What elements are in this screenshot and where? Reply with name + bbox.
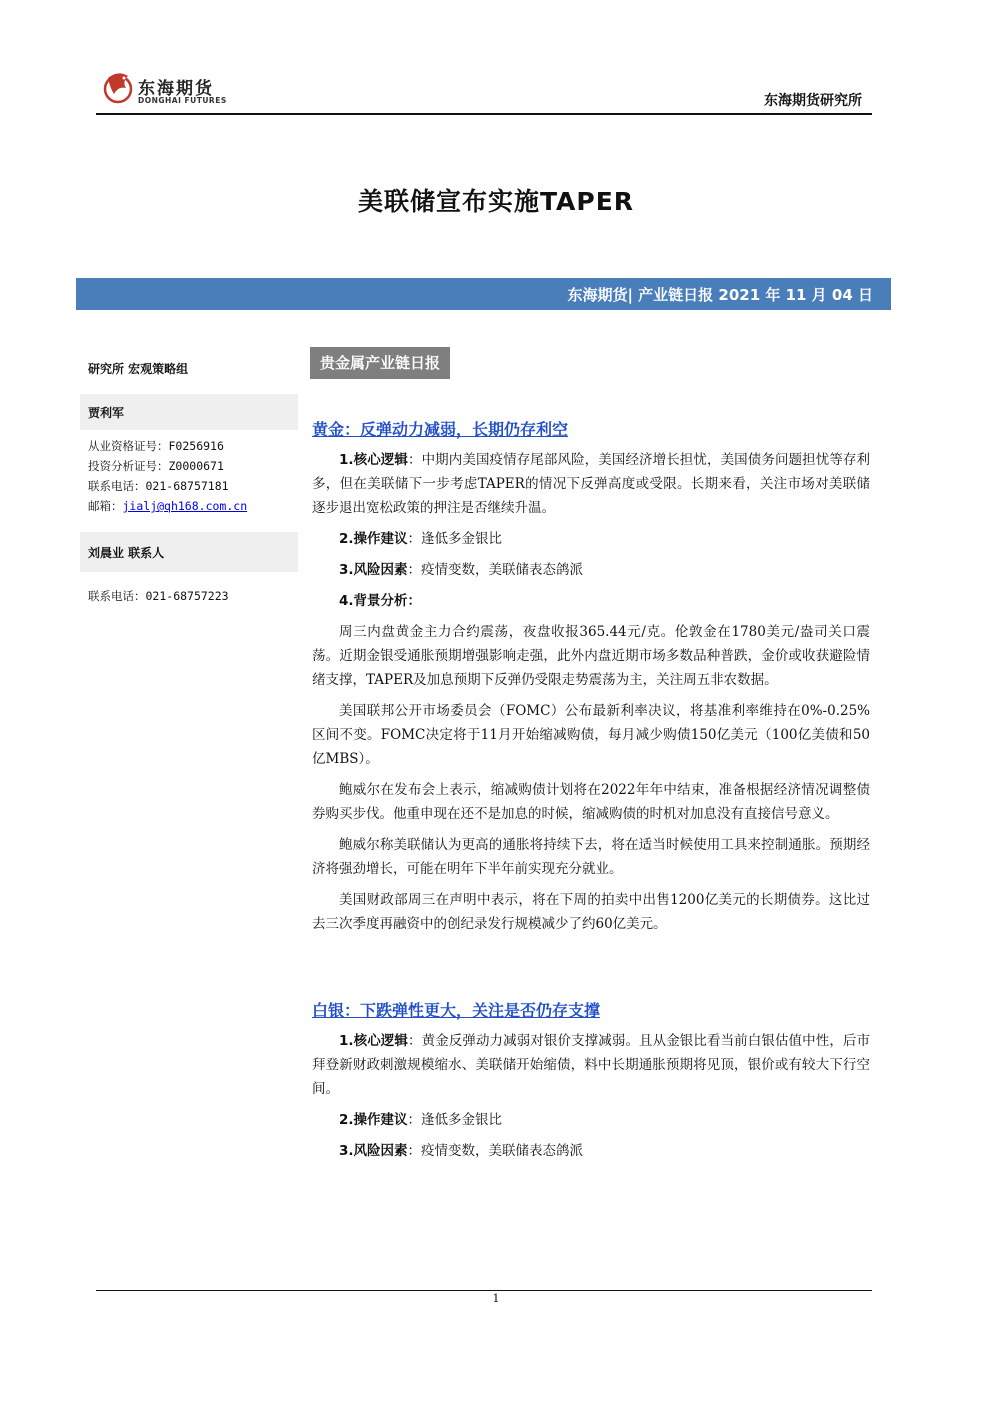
banner-text: 东海期货| 产业链日报 2021 年 11 月 04 日 <box>567 286 873 304</box>
page-header <box>96 62 872 114</box>
institute-name: 东海期货研究所 <box>764 93 862 109</box>
dragon-logo-icon <box>100 68 136 106</box>
analyst1-phone: 联系电话：021-68757181 <box>88 479 229 493</box>
silver-logic-label: 1.核心逻辑 <box>339 1033 408 1049</box>
gold-risk-label: 3.风险因素 <box>339 562 408 578</box>
logo-english-text: DONGHAI FUTURES <box>138 96 227 105</box>
analyst1-investment-cert: 投资分析证号：Z0000671 <box>88 459 224 473</box>
gold-advice <box>312 527 870 551</box>
silver-section-title[interactable]: 白银：下跌弹性更大，关注是否仍存支撑 <box>312 1001 601 1020</box>
gold-risk-text: ：疫情变数，美联储表态鸽派 <box>407 562 584 578</box>
analyst1-email-link[interactable]: jialj@qh168.com.cn <box>122 499 248 513</box>
analyst1-email-row <box>80 496 298 516</box>
research-group-label: 研究所 宏观策略组 <box>88 362 189 376</box>
gold-background-heading <box>312 589 870 613</box>
silver-risk <box>312 1139 870 1163</box>
footer-divider <box>96 1290 872 1291</box>
analyst2-header <box>80 532 298 572</box>
gold-section-title[interactable]: 黄金：反弹动力减弱，长期仍存利空 <box>312 420 569 439</box>
author-sidebar <box>80 352 298 606</box>
research-group <box>80 352 298 384</box>
analyst2-details <box>80 572 298 606</box>
gold-logic <box>312 448 870 520</box>
gold-logic-label: 1.核心逻辑 <box>339 452 408 468</box>
silver-risk-text: ：疫情变数，美联储表态鸽派 <box>407 1143 584 1159</box>
gold-advice-label: 2.操作建议 <box>339 531 408 547</box>
gold-paragraph: 鲍威尔在发布会上表示，缩减购债计划将在2022年年中结束，准备根据经济情况调整债券购买步伐。他重申现在还不是加息的时候，缩减购债的时机对加息没有直接信号意义。 <box>312 782 870 822</box>
gold-paragraph: 周三内盘黄金主力合约震荡，夜盘收报365.44元/克。伦敦金在1780美元/盎司关口震荡。近期金银受通胀预期增强影响走强，此外内盘近期市场多数品种普跌，金价或收获避险情绪支撑，TAPER及加息预期下反弹仍受限走势震荡为主，关注周五非农数据。 <box>312 624 870 688</box>
analyst2-phone: 联系电话：021-68757223 <box>88 589 229 603</box>
analyst1-name: 贾利军 <box>88 406 125 420</box>
report-banner <box>76 278 891 310</box>
logo-chinese-text: 东海期货 <box>138 79 214 99</box>
email-label: 邮箱： <box>88 499 123 513</box>
page-number: 1 <box>492 1292 500 1305</box>
analyst1-header <box>80 394 298 430</box>
gold-paragraph: 美国财政部周三在声明中表示，将在下周的拍卖中出售1200亿美元的长期债券。这比过去三次季度再融资中的创纪录发行规模减少了约60亿美元。 <box>312 892 870 932</box>
gold-risk <box>312 558 870 582</box>
silver-advice <box>312 1108 870 1132</box>
header-divider <box>96 113 872 115</box>
silver-advice-label: 2.操作建议 <box>339 1112 408 1128</box>
gold-paragraph: 美国联邦公开市场委员会（FOMC）公布最新利率决议，将基准利率维持在0%-0.25%区间不变。FOMC决定将于11月开始缩减购债，每月减少购债150亿美元（100亿美债和50亿MBS）。 <box>312 703 870 767</box>
silver-risk-label: 3.风险因素 <box>339 1143 408 1159</box>
silver-logic <box>312 1029 870 1101</box>
company-logo <box>96 68 226 108</box>
gold-paragraph: 鲍威尔称美联储认为更高的通胀将持续下去，将在适当时候使用工具来控制通胀。预期经济将强劲增长，可能在明年下半年前实现充分就业。 <box>312 837 870 877</box>
main-content <box>312 418 870 1170</box>
silver-logic-text: ：黄金反弹动力减弱对银价支撑减弱。且从金银比看当前白银估值中性，后市拜登新财政刺激规模缩水、美联储开始缩债，料中长期通胀预期将见顶，银价或有较大下行空间。 <box>312 1033 870 1097</box>
gold-advice-text: ：逢低多金银比 <box>407 531 503 547</box>
silver-advice-text: ：逢低多金银比 <box>407 1112 503 1128</box>
gold-background-label: 4.背景分析： <box>339 593 422 609</box>
gold-logic-text: ：中期内美国疫情存尾部风险，美国经济增长担忧，美国债务问题担忧等存利多，但在美联储下一步考虑TAPER的情况下反弹高度或受限。长期来看，关注市场对美联储逐步退出宽松政策的押注是否继续升温。 <box>312 452 870 516</box>
section-badge: 贵金属产业链日报 <box>310 347 450 379</box>
analyst1-qualification: 从业资格证号：F0256916 <box>88 439 224 453</box>
report-title: 美联储宣布实施TAPER <box>357 187 635 216</box>
analyst2-name: 刘晨业 联系人 <box>88 546 165 560</box>
analyst1-details <box>80 430 298 516</box>
